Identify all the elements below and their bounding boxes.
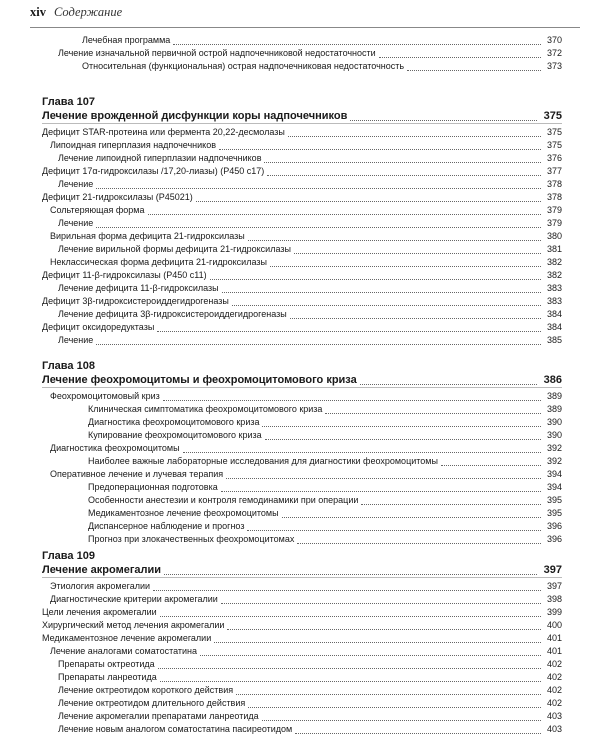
entry-title: Дефицит оксидоредуктазы (42, 322, 155, 332)
entry-page-number: 402 (546, 672, 562, 682)
entry-page-number: 396 (546, 521, 562, 531)
toc-entry[interactable] (42, 645, 562, 658)
dot-leader (222, 290, 541, 293)
entry-title: Вирильная форма дефицита 21-гидроксилазы (50, 231, 245, 241)
entry-title: Хирургический метод лечения акромегалии (42, 620, 225, 630)
toc-entry[interactable] (42, 684, 562, 697)
dot-leader (265, 437, 541, 440)
entry-title: Неклассическая форма дефицита 21-гидроксилазы (50, 257, 267, 267)
dot-leader (164, 572, 537, 575)
toc-entry[interactable] (42, 390, 562, 403)
toc-entry[interactable] (42, 256, 562, 269)
entry-page-number: 402 (546, 659, 562, 669)
toc-entry[interactable] (42, 47, 562, 60)
dot-leader (153, 588, 541, 591)
toc-entry[interactable] (42, 191, 562, 204)
toc-entry[interactable] (42, 429, 562, 442)
page-number: xiv (30, 5, 46, 19)
entry-page-number: 383 (546, 283, 562, 293)
entry-page-number: 397 (543, 564, 562, 576)
toc-entry[interactable] (42, 697, 562, 710)
entry-page-number: 378 (546, 179, 562, 189)
entry-title: Лечение акромегалии препаратами ланреотида (58, 711, 259, 721)
entry-page-number: 375 (543, 110, 562, 122)
entry-page-number: 403 (546, 724, 562, 734)
chapter-label: Глава 107 (42, 96, 95, 108)
dot-leader (264, 160, 541, 163)
toc-entry[interactable] (42, 204, 562, 217)
toc-entry[interactable] (42, 710, 562, 723)
dot-leader (183, 450, 541, 453)
toc-entry[interactable] (42, 308, 562, 321)
entry-page-number: 399 (546, 607, 562, 617)
entry-page-number: 379 (546, 205, 562, 215)
entry-page-number: 378 (546, 192, 562, 202)
toc-entry[interactable] (42, 178, 562, 191)
entry-title: Купирование феохромоцитомового криза (88, 430, 262, 440)
dot-leader (96, 225, 541, 228)
entry-page-number: 390 (546, 417, 562, 427)
entry-page-number: 372 (546, 48, 562, 58)
dot-leader (325, 411, 541, 414)
entry-page-number: 383 (546, 296, 562, 306)
toc-entry[interactable] (42, 520, 562, 533)
running-title: Содержание (53, 5, 123, 19)
entry-page-number: 389 (546, 391, 562, 401)
dot-leader (160, 614, 541, 617)
toc-entry[interactable] (42, 723, 562, 736)
dot-leader (200, 653, 541, 656)
entry-title: Лечение (58, 335, 94, 345)
entry-page-number: 373 (546, 61, 562, 71)
entry-title: Особенности анестезии и контроля гемодинамики при операции (88, 495, 359, 505)
dot-leader (221, 489, 541, 492)
entry-title: Прогноз при злокачественных феохромоцитомах (88, 534, 295, 544)
entry-title: Лечение феохромоцитомы и феохромоцитомового криза (42, 374, 357, 386)
entry-title: Лечение октреотидом короткого действия (58, 685, 234, 695)
entry-page-number: 379 (546, 218, 562, 228)
toc-entry[interactable] (42, 126, 562, 139)
entry-page-number: 400 (546, 620, 562, 630)
dot-leader (294, 251, 541, 254)
entry-page-number: 398 (546, 594, 562, 604)
toc-entry[interactable] (42, 632, 562, 645)
chapter-108 (42, 360, 562, 546)
toc-entry[interactable] (42, 217, 562, 230)
entry-page-number: 384 (546, 322, 562, 332)
entry-title: Этиология акромегалии (50, 581, 151, 591)
entry-title: Наиболее важные лабораторные исследования для диагностики феохромоцитомы (88, 456, 438, 466)
entry-title: Медикаментозное лечение феохромоцитомы (88, 508, 279, 518)
entry-title: Медикаментозное лечение акромегалии (42, 633, 212, 643)
toc-entry[interactable] (42, 533, 562, 546)
entry-title: Дефицит 21-гидроксилазы (P45021) (42, 192, 193, 202)
entry-page-number: 381 (546, 244, 562, 254)
entry-title: Лечение врожденной дисфункции коры надпочечников (42, 110, 348, 122)
entry-page-number: 380 (546, 231, 562, 241)
entry-page-number: 397 (546, 581, 562, 591)
toc-entry[interactable] (42, 619, 562, 632)
dot-leader (221, 601, 541, 604)
entry-page-number: 394 (546, 469, 562, 479)
toc-entry[interactable] (42, 139, 562, 152)
entry-page-number: 382 (546, 257, 562, 267)
dot-leader (160, 679, 541, 682)
entry-title: Диагностика феохромоцитомового криза (88, 417, 260, 427)
entry-page-number: 401 (546, 633, 562, 643)
entry-title: Лечение октреотидом длительного действия (58, 698, 246, 708)
entry-page-number: 386 (543, 374, 562, 386)
entry-title: Липоидная гиперплазия надпочечников (50, 140, 217, 150)
entry-page-number: 385 (546, 335, 562, 345)
dot-leader (361, 502, 541, 505)
toc-entry[interactable] (42, 507, 562, 520)
dot-leader (248, 705, 541, 708)
entry-page-number: 392 (546, 456, 562, 466)
entry-title: Клиническая симптоматика феохромоцитомового криза (88, 404, 323, 414)
dot-leader (219, 147, 541, 150)
chapter-label: Глава 109 (42, 550, 95, 562)
entry-title: Дефицит STAR-протеина или фермента 20,22-десмолазы (42, 127, 285, 137)
entry-title: Дефицит 17α-гидроксилазы /17,20-лиазы) (P450 c17) (42, 166, 265, 176)
chapter-107 (42, 96, 562, 347)
toc-entry[interactable] (42, 230, 562, 243)
dot-leader (267, 173, 541, 176)
dot-leader (236, 692, 541, 695)
toc-entry[interactable] (42, 269, 562, 282)
entry-page-number: 394 (546, 482, 562, 492)
dot-leader (227, 627, 541, 630)
entry-title: Диспансерное наблюдение и прогноз (88, 521, 245, 531)
entry-title: Предоперационная подготовка (88, 482, 218, 492)
entry-page-number: 376 (546, 153, 562, 163)
chapter-title[interactable] (42, 373, 562, 388)
dot-leader (379, 55, 541, 58)
dot-leader (232, 303, 541, 306)
dot-leader (360, 382, 537, 385)
entry-page-number: 403 (546, 711, 562, 721)
dot-leader (96, 342, 541, 345)
entry-page-number: 389 (546, 404, 562, 414)
toc-entry[interactable] (42, 165, 562, 178)
toc-entry[interactable] (42, 671, 562, 684)
dot-leader (262, 424, 541, 427)
entry-title: Препараты октреотида (58, 659, 155, 669)
dot-leader (248, 238, 541, 241)
dot-leader (226, 476, 541, 479)
page-header (30, 5, 580, 28)
toc-entry[interactable] (42, 442, 562, 455)
entry-title: Лечение (58, 218, 94, 228)
entry-page-number: 375 (546, 140, 562, 150)
dot-leader (262, 718, 541, 721)
toc-entry[interactable] (42, 152, 562, 165)
entry-title: Лечение аналогами соматостатина (50, 646, 198, 656)
entry-page-number: 401 (546, 646, 562, 656)
entry-page-number: 402 (546, 698, 562, 708)
chapter-109 (42, 550, 562, 736)
entry-title: Диагностические критерии акромегалии (50, 594, 218, 604)
toc-entry[interactable] (42, 580, 562, 593)
toc-entry[interactable] (42, 295, 562, 308)
chapter-title[interactable] (42, 563, 562, 578)
toc-entry[interactable] (42, 494, 562, 507)
toc-entry[interactable] (42, 606, 562, 619)
toc-entry[interactable] (42, 481, 562, 494)
toc-entry[interactable] (42, 416, 562, 429)
dot-leader (247, 528, 541, 531)
entry-page-number: 392 (546, 443, 562, 453)
toc-entry[interactable] (42, 593, 562, 606)
entry-title: Лечение изначальной первичной острой надпочечниковой недостаточности (58, 48, 376, 58)
toc-entry[interactable] (42, 282, 562, 295)
entry-title: Лечение липоидной гиперплазии надпочечников (58, 153, 262, 163)
toc-entry[interactable] (42, 60, 562, 73)
dot-leader (173, 42, 541, 45)
chapter-label: Глава 108 (42, 360, 95, 372)
toc-entry[interactable] (42, 243, 562, 256)
entry-title: Препараты ланреотида (58, 672, 157, 682)
entry-page-number: 370 (546, 35, 562, 45)
entry-title: Лечение вирильной формы дефицита 21-гидроксилазы (58, 244, 291, 254)
entry-title: Лечение акромегалии (42, 564, 162, 576)
toc-entry[interactable] (42, 34, 562, 47)
dot-leader (288, 134, 541, 137)
dot-leader (158, 666, 541, 669)
dot-leader (96, 186, 541, 189)
entry-title: Феохромоцитомовый криз (50, 391, 160, 401)
entry-title: Цели лечения акромегалии (42, 607, 157, 617)
dot-leader (196, 199, 541, 202)
dot-leader (295, 731, 541, 734)
entry-title: Диагностика феохромоцитомы (50, 443, 180, 453)
toc-entry[interactable] (42, 334, 562, 347)
dot-leader (148, 212, 542, 215)
dot-leader (290, 316, 541, 319)
dot-leader (270, 264, 541, 267)
toc-entry[interactable] (42, 455, 562, 468)
dot-leader (407, 68, 541, 71)
dot-leader (214, 640, 541, 643)
entry-title: Лечебная программа (82, 35, 171, 45)
entry-title: Лечение (58, 179, 94, 189)
entry-title: Лечение дефицита 3β-гидроксистероиддегидрогеназы (58, 309, 287, 319)
entry-title: Лечение новым аналогом соматостатина пасиреотидом (58, 724, 293, 734)
dot-leader (350, 118, 537, 121)
dot-leader (297, 541, 541, 544)
dot-leader (282, 515, 541, 518)
toc-continuation (42, 34, 562, 73)
entry-page-number: 390 (546, 430, 562, 440)
entry-title: Относительная (функциональная) острая надпочечниковая недостаточность (82, 61, 405, 71)
toc-entry[interactable] (42, 658, 562, 671)
entry-page-number: 384 (546, 309, 562, 319)
entry-page-number: 375 (546, 127, 562, 137)
dot-leader (210, 277, 541, 280)
entry-page-number: 382 (546, 270, 562, 280)
entry-page-number: 396 (546, 534, 562, 544)
chapter-title[interactable] (42, 109, 562, 124)
entry-title: Дефицит 11-β-гидроксилазы (P450 c11) (42, 270, 207, 280)
toc-entry[interactable] (42, 403, 562, 416)
entry-title: Оперативное лечение и лучевая терапия (50, 469, 224, 479)
dot-leader (157, 329, 541, 332)
entry-page-number: 402 (546, 685, 562, 695)
toc-entry[interactable] (42, 468, 562, 481)
entry-title: Сольтеряющая форма (50, 205, 145, 215)
dot-leader (441, 463, 541, 466)
toc-entry[interactable] (42, 321, 562, 334)
dot-leader (163, 398, 541, 401)
entry-page-number: 395 (546, 495, 562, 505)
entry-page-number: 395 (546, 508, 562, 518)
entry-page-number: 377 (546, 166, 562, 176)
entry-title: Дефицит 3β-гидроксистероиддегидрогеназы (42, 296, 229, 306)
entry-title: Лечение дефицита 11-β-гидроксилазы (58, 283, 219, 293)
